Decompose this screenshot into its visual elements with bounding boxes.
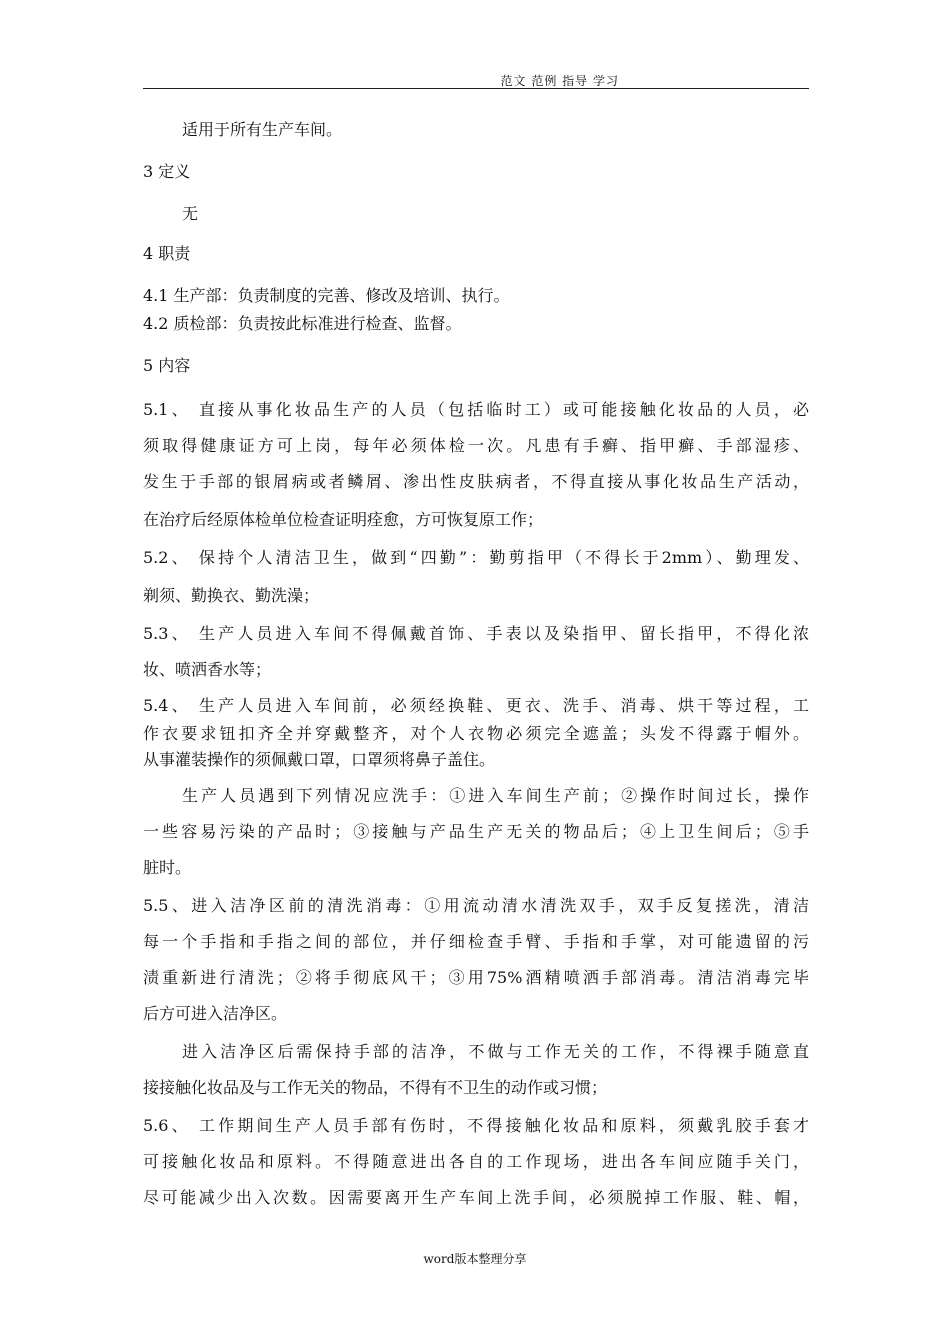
text-line: 渍重新进行清洗；②将手彻底风干；③用75%酒精喷洒手部消毒。清洁消毒完毕 [143, 968, 809, 987]
page-footer: word版本整理分享 [423, 1252, 527, 1266]
text-line: 4.1 生产部：负责制度的完善、修改及培训、执行。 [143, 286, 510, 305]
text-line: 脏时。 [143, 858, 192, 877]
text-line: 无 [182, 204, 199, 223]
text-line: 5.5、进入洁净区前的清洗消毒：①用流动清水清洗双手，双手反复搓洗，清洁 [143, 896, 809, 915]
text-line: 5.2、 保持个人清洁卫生，做到“四勤”：勤剪指甲（不得长于2mm）、勤理发、 [143, 548, 809, 567]
section-heading: 5 内容 [143, 356, 191, 375]
text-line: 进入洁净区后需保持手部的洁净，不做与工作无关的工作，不得裸手随意直 [182, 1042, 809, 1061]
text-line: 5.6、 工作期间生产人员手部有伤时，不得接触化妆品和原料，须戴乳胶手套才 [143, 1116, 809, 1135]
text-line: 适用于所有生产车间。 [182, 120, 343, 139]
header-rule [143, 88, 809, 89]
text-line: 4.2 质检部：负责按此标准进行检查、监督。 [143, 314, 462, 333]
text-line: 剃须、勤换衣、勤洗澡； [143, 586, 320, 605]
text-line: 发生于手部的银屑病或者鳞屑、渗出性皮肤病者，不得直接从事化妆品生产活动， [143, 472, 809, 491]
text-line: 在治疗后经原体检单位检查证明痊愈，方可恢复原工作； [143, 510, 544, 529]
text-line: 一些容易污染的产品时；③接触与产品生产无关的物品后；④上卫生间后；⑤手 [143, 822, 809, 841]
header-text: 范文 范例 指导 学习 [500, 74, 619, 88]
text-line: 须取得健康证方可上岗，每年必须体检一次。凡患有手癣、指甲癣、手部湿疹、 [143, 436, 809, 455]
section-heading: 4 职责 [143, 244, 191, 263]
text-line: 5.3、 生产人员进入车间不得佩戴首饰、手表以及染指甲、留长指甲，不得化浓 [143, 624, 809, 643]
text-line: 5.1、 直接从事化妆品生产的人员（包括临时工）或可能接触化妆品的人员，必 [143, 400, 809, 419]
text-line: 生产人员遇到下列情况应洗手：①进入车间生产前；②操作时间过长，操作 [182, 786, 809, 805]
text-line: 从事灌装操作的须佩戴口罩，口罩须将鼻子盖住。 [143, 750, 496, 769]
text-line: 5.4、 生产人员进入车间前，必须经换鞋、更衣、洗手、消毒、烘干等过程，工 [143, 696, 809, 715]
text-line: 妆、喷洒香水等； [143, 660, 272, 679]
text-line: 接接触化妆品及与工作无关的物品，不得有不卫生的动作或习惯； [143, 1078, 608, 1097]
text-line: 可接触化妆品和原料。不得随意进出各自的工作现场，进出各车间应随手关门， [143, 1152, 809, 1171]
text-line: 后方可进入洁净区。 [143, 1004, 288, 1023]
text-line: 尽可能减少出入次数。因需要离开生产车间上洗手间，必须脱掉工作服、鞋、帽， [143, 1188, 809, 1207]
text-line: 作衣要求钮扣齐全并穿戴整齐，对个人衣物必须完全遮盖；头发不得露于帽外。 [143, 724, 809, 743]
text-line: 每一个手指和手指之间的部位，并仔细检查手臂、手指和手掌，对可能遗留的污 [143, 932, 809, 951]
section-heading: 3 定义 [143, 162, 191, 181]
